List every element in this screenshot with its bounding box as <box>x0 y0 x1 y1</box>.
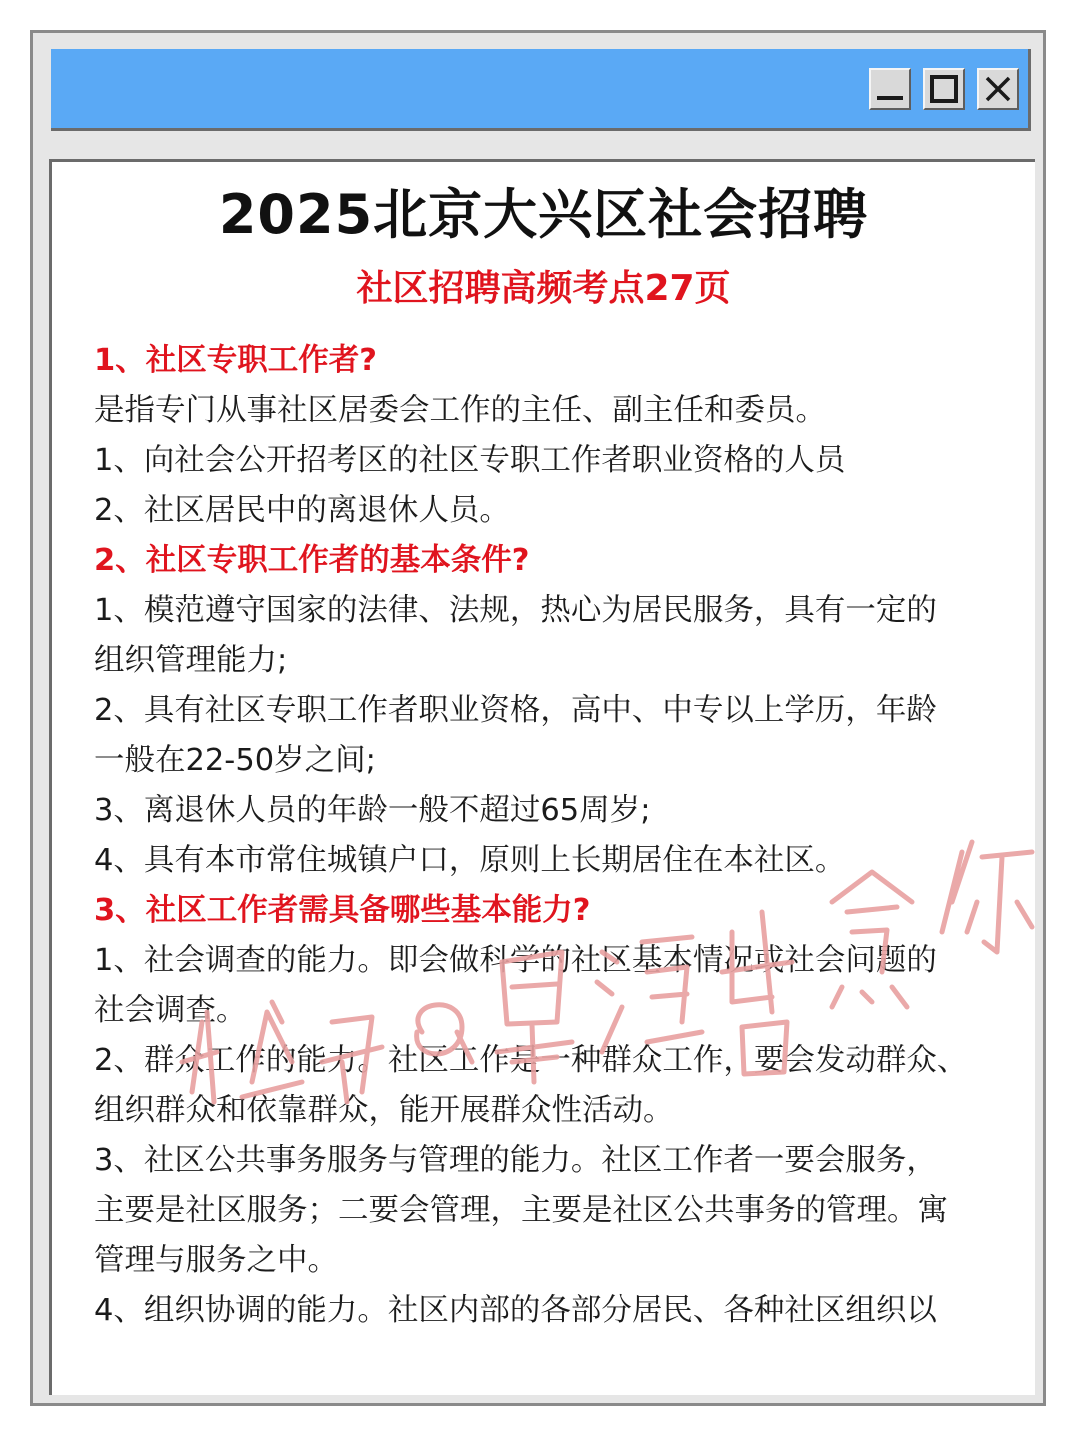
text-line: 4、具有本市常住城镇户口，原则上长期居住在本社区。 <box>94 843 846 878</box>
text-line: 2、具有社区专职工作者职业资格，高中、中专以上学历，年龄 <box>94 693 937 728</box>
text-line: 组织群众和依靠群众，能开展群众性活动。 <box>94 1093 674 1128</box>
close-icon <box>979 70 1017 108</box>
text-line: 3、离退休人员的年龄一般不超过65周岁; <box>94 793 651 828</box>
text-line: 组织管理能力; <box>94 643 288 678</box>
text-line: 1、社会调查的能力。即会做科学的社区基本情况或社会问题的 <box>94 943 937 978</box>
text-line: 1、向社会公开招考区的社区专职工作者职业资格的人员 <box>94 443 846 478</box>
text-line: 管理与服务之中。 <box>94 1243 338 1278</box>
text-line: 主要是社区服务；二要会管理，主要是社区公共事务的管理。寓 <box>94 1193 948 1228</box>
section-heading-2: 2、社区专职工作者的基本条件? <box>94 543 530 578</box>
text-line: 4、组织协调的能力。社区内部的各部分居民、各种社区组织以 <box>94 1293 937 1328</box>
text-line: 2、社区居民中的离退休人员。 <box>94 493 510 528</box>
document-panel <box>49 159 1035 1395</box>
text-line: 社会调查。 <box>94 993 247 1028</box>
text-line: 3、社区公共事务服务与管理的能力。社区工作者一要会服务， <box>94 1143 937 1178</box>
page-title: 2025北京大兴区社会招聘 <box>218 183 869 246</box>
text-line: 2、群众工作的能力。社区工作是一种群众工作，要会发动群众、 <box>94 1043 968 1078</box>
section-heading-1: 1、社区专职工作者? <box>94 343 377 378</box>
section-heading-3: 3、社区工作者需具备哪些基本能力? <box>94 893 591 928</box>
maximize-button[interactable] <box>923 68 965 110</box>
minimize-icon <box>871 70 909 108</box>
text-line: 是指专门从事社区居委会工作的主任、副主任和委员。 <box>94 393 826 428</box>
text-line: 一般在22-50岁之间; <box>94 743 376 778</box>
document-body <box>94 336 1004 1336</box>
close-button[interactable] <box>977 68 1019 110</box>
maximize-icon <box>925 70 963 108</box>
page-subtitle: 社区招聘高频考点27页 <box>356 268 731 309</box>
title-bar[interactable] <box>51 49 1031 131</box>
text-line: 1、模范遵守国家的法律、法规，热心为居民服务，具有一定的 <box>94 593 937 628</box>
minimize-button[interactable] <box>869 68 911 110</box>
window-frame <box>30 30 1046 1406</box>
